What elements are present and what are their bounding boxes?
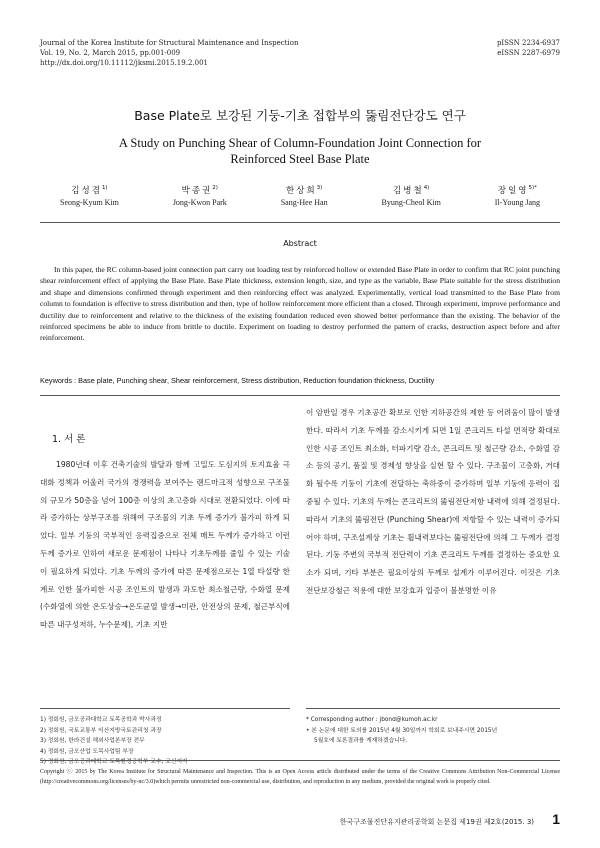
- author-name-ko: 김성겸: [71, 186, 102, 196]
- author-5: [495, 184, 540, 207]
- author-name-en: Il-Young Jang: [494, 198, 540, 207]
- author-affiliation-mark: 5)*: [528, 185, 537, 192]
- author-1: [60, 184, 119, 207]
- footnote-divider-right: [306, 708, 560, 709]
- journal-volume: Vol. 19, No. 2, March 2015, pp.001-009: [40, 49, 181, 57]
- footnote-item: 4) 정회원, 금오산업 도목사업팀 부장: [40, 748, 134, 755]
- keywords: Keywords : Base plate, Punching shear, Shear reinforcement, Stress distribution, Reduction foundation thickness, Ductility: [40, 376, 435, 385]
- author-name-en: Byung-Cheol Kim: [381, 198, 441, 207]
- author-affiliation-mark: 3): [316, 185, 323, 192]
- author-name-en: Seong-Kyum Kim: [60, 198, 119, 207]
- title-korean: Base Plate로 보강된 기둥-기초 접합부의 뚫림전단강도 연구: [134, 108, 466, 123]
- body-text-right: 이 암반일 경우 기초공간 확보로 인한 지하공간의 제한 등 어려움이 많이 발생한다. 따라서 기초 두께를 감소시키게 되면 1일 콘크리트 타설 면적량 확대로 인한 시공 조인트 최소화, 터파기량 감소, 콘크리트 및 철근량 감소, 수화열 감소 등의 공기, 품질 및 경제성 향상을 실현 할 수 있다. 구조물이 고층화, 거대화 될수록 기둥이 기초에 전달하는 축하중이 증가하며 일부 기둥에 응력이 집중될 수 있다. 기초의 두께는 콘크리트의 뚫림전단저항 내력에 의해 결정된다. 따라서 기초의 뚫림전단 (Punching Shear)에 저항할 수 있는 내력이 증가되어야 하며, 구조설계상 기초는 휨내력보다는 뚫림전단에 의해 그 두께가 결정된다. 기둥 주변의 국부적 전단력이 기초 콘크리트 두께를 결정하는 중요한 요소가 되며, 기타 부분은 필요이상의 두께로 설계가 이루어진다. 이것은 기초 전단보강철근 적용에 대한 보강효과 입증이 불분명한 이유: [306, 408, 560, 595]
- journal-info: [40, 38, 298, 68]
- page-number: 1: [552, 811, 560, 827]
- eissn: eISSN 2287-6979: [497, 49, 560, 57]
- rule-top: [40, 222, 560, 223]
- author-name-ko: 한상희: [286, 186, 317, 196]
- rule-copyright: [40, 760, 560, 761]
- corresponding-author: * Corresponding author : jbond@kumoh.ac.kr: [306, 717, 438, 723]
- author-name-en: Sang-Hee Han: [280, 198, 328, 207]
- author-name-ko: 박종권: [181, 186, 213, 196]
- discussion-note-cont: 5월호에 토론결과를 게재하겠습니다.: [314, 738, 408, 744]
- footnote-divider-left: [40, 708, 290, 709]
- body-text-left: 1980년대 이후 건축기술의 발달과 함께 고밀도 도심지의 토지효율 극대화 정책과 어울러 국가의 경쟁력을 보여주는 랜드마크적 성향으로 구조물의 규모가 50층을 넘어 100층 이상의 초고층화 시대로 전환되었다. 이에 따라 증가하는 상부구조를 위해여 구조물의 기초 두께 증가가 불가피 하게 되었다. 일부 기둥의 국부적인 응력집중으로 전체 매트 두께가 증가하고 이런 두께 증가로 인하여 새로운 문제점이 나타나 기초두께를 줄일 수 있는 기술이 필요하게 되었다. 기초 두께의 증가에 따른 문제점으로는 1열 타설량 한계로 인한 불가피한 시공 조인트의 발생과 과도한 최소철근량, 수화열 문제 (수화열에 의한 온도상승→온도균열 발생→미관, 안전상의 문제, 철근부식에 따른 내구성저하, 누수문제), 기초 지반: [40, 460, 290, 630]
- title-english: [60, 135, 540, 167]
- title-english-line1: A Study on Punching Shear of Column-Foundation Joint Connection for: [118, 136, 482, 150]
- journal-name: Journal of the Korea Institute for Structural Maintenance and Inspection: [40, 39, 299, 47]
- author-4: [382, 184, 441, 207]
- author-affiliation-mark: 2): [212, 185, 218, 192]
- discussion-note: • 본 논문에 대한 토의를 2015년 4월 30일까지 학회로 보내주시면 2015년: [306, 727, 498, 734]
- author-name-ko: 장일영: [497, 186, 529, 196]
- footnote-item: 5) 정회원, 금오공과대학교 토목환경공학부 교수, 교신저자: [40, 759, 188, 765]
- journal-doi[interactable]: http://dx.doi.org/10.11112/jksmi.2015.19.2.001: [40, 59, 208, 67]
- author-list: [60, 184, 540, 207]
- abstract-heading: Abstract: [283, 239, 317, 248]
- pissn: pISSN 2234-6937: [496, 39, 560, 47]
- issn-block: [497, 38, 560, 58]
- section-heading: 1. 서 론: [52, 434, 86, 445]
- footnotes-correspondence: [306, 715, 560, 747]
- author-2: [173, 184, 227, 207]
- author-name-ko: 김병철: [393, 186, 424, 196]
- footer-journal: 한국구조물진단유지관리공학회 논문집 제19권 제2호(2015. 3): [339, 818, 534, 826]
- title-english-line2: Reinforced Steel Base Plate: [230, 152, 370, 166]
- author-3: [281, 184, 328, 207]
- copyright-notice: Copyright ⓒ 2015 by The Korea Institute for Structural Maintenance and Inspection. This is an Open Access article distributed under the terms of the Creative Commons Attribution Non-Commercial License (http://creativecommons.org/licenses/by-nc/3.0)which permits unrestricted non-commercial use, distribution, and reproduction in any medium, provided the original work is properly cited.: [40, 769, 560, 785]
- rule-abstract-bottom: [40, 395, 560, 396]
- abstract-text: In this paper, the RC column-based joint connection part carry out loading test by reinforced hollow or extended Base Plate in order to confirm that RC joint punching shear reinforcement effect of applying the Base Plate. Base Plate thickness, extension length, size, and type as the variable, Base Plate suitable for the stress distribution and shape and dimensions confirmed through experiment and then reinforcing effect was analyzed. Experimentally, vertical load transmitted to the Base Plate from column to foundation is effective to stress distribution and then, type of hollow reinforcement more efficient than a closed. Through experiment, improve performance and ductility due to reinforcement and relative to the thickness of the existing foundation reduced even showed better performance than the existing. The behavior of the reinforced specimens be able to induce from brittle to ductile. Experiment on loading to destroy performed the pattern of cracks, destruction aspect before and after reinforcement.: [40, 265, 560, 343]
- author-affiliation-mark: 1): [101, 185, 108, 192]
- author-affiliation-mark: 4): [423, 185, 430, 192]
- author-name-en: Jong-Kwon Park: [172, 198, 227, 207]
- footnote-item: 1) 정회원, 금오공과대학교 토목공학과 박사과정: [40, 717, 162, 723]
- footnote-item: 3) 정회원, 한라건설 해외사업본부장 전무: [40, 738, 145, 744]
- footnote-item: 2) 정회원, 국토교통부 익산지방국토관리청 과장: [40, 727, 162, 734]
